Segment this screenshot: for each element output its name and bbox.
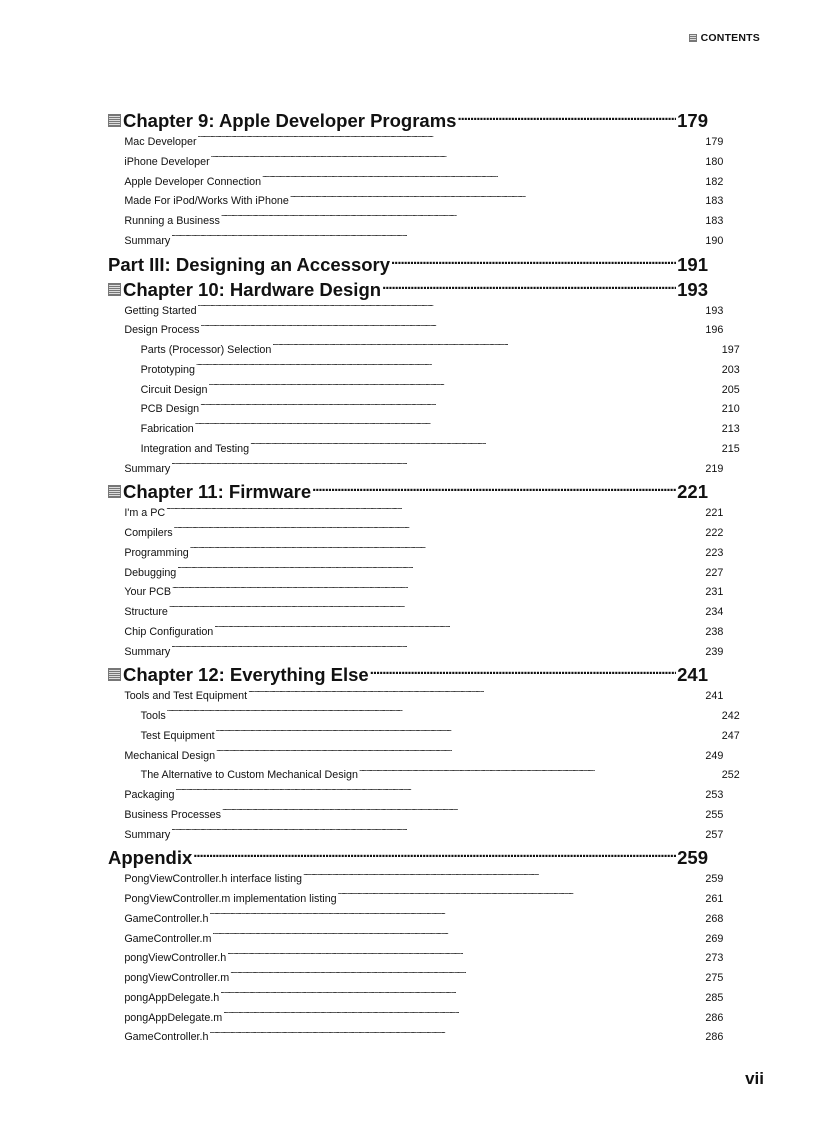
running-head-label: CONTENTS bbox=[700, 32, 760, 44]
toc-entry-page: 239 bbox=[705, 645, 724, 658]
dot-leader bbox=[193, 846, 676, 865]
dot-leader bbox=[167, 708, 721, 719]
toc-entry-page: 238 bbox=[705, 625, 724, 638]
table-of-contents bbox=[108, 108, 740, 1048]
dot-leader bbox=[391, 252, 676, 271]
toc-entry-title: Tools bbox=[140, 710, 166, 722]
toc-entry-sec[interactable] bbox=[108, 583, 723, 603]
toc-entry-page: 285 bbox=[705, 991, 724, 1004]
toc-entry-title: Getting Started bbox=[124, 304, 197, 317]
toc-entry-page: 268 bbox=[705, 912, 724, 925]
toc-entry-sec[interactable] bbox=[108, 989, 723, 1009]
toc-entry-title: Running a Business bbox=[124, 215, 220, 227]
toc-entry-page: 227 bbox=[705, 566, 724, 579]
section-square-icon bbox=[689, 34, 697, 42]
toc-entry-sec[interactable] bbox=[108, 643, 723, 663]
toc-entry-page: 273 bbox=[705, 952, 724, 965]
dot-leader bbox=[209, 911, 704, 922]
toc-entry-title: Structure bbox=[124, 606, 168, 618]
toc-entry-title: Chapter 12: Everything Else bbox=[123, 664, 369, 686]
dot-leader bbox=[190, 545, 705, 556]
chapter-square-icon bbox=[108, 114, 121, 127]
toc-entry-title: Design Process bbox=[124, 324, 200, 337]
toc-entry-sub[interactable] bbox=[108, 727, 740, 747]
toc-entry-title: Part III: Designing an Accessory bbox=[108, 253, 391, 275]
toc-entry-title: pongAppDelegate.m bbox=[124, 1011, 223, 1024]
toc-entry-sec[interactable] bbox=[108, 321, 723, 341]
dot-leader bbox=[250, 441, 721, 452]
toc-entry-page: 183 bbox=[705, 215, 724, 227]
dot-leader bbox=[221, 213, 705, 224]
toc-entry-page: 242 bbox=[721, 710, 740, 722]
toc-entry-sec[interactable] bbox=[108, 826, 723, 846]
toc-entry-page: 210 bbox=[721, 403, 740, 416]
toc-entry-page: 180 bbox=[705, 155, 724, 168]
toc-entry-page: 261 bbox=[705, 893, 724, 905]
toc-entry-title: PongViewController.m implementation listing bbox=[124, 893, 337, 905]
dot-leader bbox=[195, 421, 721, 432]
toc-entry-chapter[interactable] bbox=[108, 277, 708, 302]
toc-entry-page: 183 bbox=[705, 195, 724, 208]
toc-entry-sub[interactable] bbox=[108, 361, 740, 381]
toc-entry-title: Parts (Processor) Selection bbox=[140, 344, 272, 356]
toc-entry-sub[interactable] bbox=[108, 381, 740, 401]
toc-entry-page: 259 bbox=[677, 847, 708, 869]
toc-entry-title: PCB Design bbox=[140, 403, 200, 416]
dot-leader bbox=[223, 1009, 704, 1020]
chapter-square-icon bbox=[108, 668, 121, 681]
toc-entry-title: Summary bbox=[124, 645, 171, 658]
dot-leader bbox=[171, 643, 704, 654]
dot-leader bbox=[227, 950, 704, 961]
dot-leader bbox=[201, 322, 705, 333]
toc-entry-page: 219 bbox=[705, 462, 724, 475]
toc-entry-sec[interactable] bbox=[108, 930, 723, 950]
dot-leader bbox=[222, 807, 704, 818]
toc-entry-page: 253 bbox=[705, 789, 724, 801]
toc-entry-title: Chapter 11: Firmware bbox=[123, 481, 312, 503]
toc-entry-part[interactable] bbox=[108, 252, 708, 277]
toc-entry-title: Appendix bbox=[108, 847, 193, 869]
toc-entry-title: Prototyping bbox=[140, 363, 195, 376]
dot-leader bbox=[171, 233, 704, 244]
dot-leader bbox=[177, 564, 704, 575]
dot-leader bbox=[172, 584, 704, 595]
toc-entry-sec[interactable] bbox=[108, 786, 723, 806]
toc-entry-sub[interactable] bbox=[108, 400, 740, 420]
toc-entry-page: 247 bbox=[721, 729, 740, 742]
toc-entry-page: 203 bbox=[721, 363, 740, 376]
toc-entry-sub[interactable] bbox=[108, 766, 740, 786]
toc-entry-page: 255 bbox=[705, 808, 724, 821]
dot-leader bbox=[200, 401, 721, 412]
dot-leader bbox=[212, 930, 704, 941]
chapter-square-icon bbox=[108, 283, 121, 296]
toc-entry-sec[interactable] bbox=[108, 564, 723, 584]
toc-entry-page: 197 bbox=[721, 344, 740, 356]
toc-entry-sec[interactable] bbox=[108, 949, 723, 969]
toc-entry-page: 182 bbox=[705, 175, 724, 188]
dot-leader bbox=[169, 604, 705, 615]
toc-entry-sec[interactable] bbox=[108, 173, 723, 193]
toc-entry-sec[interactable] bbox=[108, 1009, 723, 1029]
toc-entry-sec[interactable] bbox=[108, 192, 723, 212]
toc-entry-sec[interactable] bbox=[108, 890, 723, 910]
toc-entry-page: 259 bbox=[705, 873, 724, 886]
toc-entry-title: Test Equipment bbox=[140, 729, 215, 742]
toc-entry-page: 190 bbox=[705, 234, 724, 247]
toc-entry-sec[interactable] bbox=[108, 504, 723, 524]
toc-entry-sec[interactable] bbox=[108, 870, 723, 890]
toc-entry-sec[interactable] bbox=[108, 212, 723, 232]
dot-leader bbox=[382, 277, 676, 296]
toc-entry-title: The Alternative to Custom Mechanical Design bbox=[140, 769, 358, 782]
dot-leader bbox=[457, 109, 676, 128]
toc-entry-page: 286 bbox=[705, 1031, 724, 1044]
dot-leader bbox=[216, 728, 721, 739]
toc-entry-sec[interactable] bbox=[108, 302, 723, 322]
toc-entry-title: Mechanical Design bbox=[124, 749, 216, 762]
toc-entry-title: GameController.m bbox=[124, 932, 212, 945]
toc-entry-title: Circuit Design bbox=[140, 383, 208, 396]
toc-entry-title: Chapter 10: Hardware Design bbox=[123, 278, 382, 300]
toc-entry-title: iPhone Developer bbox=[124, 155, 210, 168]
toc-entry-title: Tools and Test Equipment bbox=[124, 690, 248, 703]
dot-leader bbox=[370, 663, 676, 682]
toc-entry-sec[interactable] bbox=[108, 603, 723, 623]
toc-entry-page: 179 bbox=[705, 136, 724, 148]
toc-entry-page: 221 bbox=[677, 481, 708, 503]
toc-entry-sec[interactable] bbox=[108, 1028, 723, 1048]
toc-entry-title: Chip Configuration bbox=[124, 625, 214, 638]
toc-entry-sub[interactable] bbox=[108, 420, 740, 440]
chapter-square-icon bbox=[108, 485, 121, 498]
toc-entry-sec[interactable] bbox=[108, 623, 723, 643]
toc-entry-page: 249 bbox=[705, 749, 724, 762]
toc-entry-part[interactable] bbox=[108, 845, 708, 870]
toc-entry-title: Summary bbox=[124, 828, 171, 841]
toc-entry-sec[interactable] bbox=[108, 153, 723, 173]
toc-entry-sec[interactable] bbox=[108, 232, 723, 252]
toc-entry-sub[interactable] bbox=[108, 341, 740, 361]
toc-entry-page: 252 bbox=[721, 769, 740, 782]
toc-entry-title: Debugging bbox=[124, 566, 177, 579]
toc-entry-sec[interactable] bbox=[108, 969, 723, 989]
dot-leader bbox=[166, 505, 704, 516]
dot-leader bbox=[209, 1029, 704, 1040]
dot-leader bbox=[198, 302, 705, 313]
toc-entry-page: 231 bbox=[705, 586, 724, 599]
toc-entry-chapter[interactable] bbox=[108, 108, 708, 133]
toc-entry-title: Compilers bbox=[124, 527, 173, 539]
toc-entry-page: 193 bbox=[677, 278, 708, 300]
toc-entry-page: 241 bbox=[677, 664, 708, 686]
toc-entry-title: pongAppDelegate.h bbox=[124, 991, 220, 1004]
dot-leader bbox=[216, 747, 704, 758]
toc-entry-title: Mac Developer bbox=[124, 136, 197, 148]
dot-leader bbox=[312, 480, 676, 499]
toc-entry-page: 193 bbox=[705, 304, 724, 317]
toc-entry-page: 234 bbox=[705, 606, 724, 618]
toc-entry-page: 221 bbox=[705, 507, 724, 520]
toc-entry-sec[interactable] bbox=[108, 747, 723, 767]
toc-entry-sec[interactable] bbox=[108, 460, 723, 480]
toc-entry-title: Chapter 9: Apple Developer Programs bbox=[123, 110, 457, 131]
dot-leader bbox=[174, 525, 705, 536]
toc-entry-title: GameController.h bbox=[124, 912, 209, 925]
dot-leader bbox=[272, 342, 720, 353]
toc-entry-title: Fabrication bbox=[140, 423, 194, 435]
dot-leader bbox=[359, 767, 721, 778]
toc-entry-title: pongViewController.m bbox=[124, 972, 230, 984]
toc-entry-page: 241 bbox=[705, 690, 724, 703]
toc-entry-page: 205 bbox=[721, 383, 740, 396]
dot-leader bbox=[220, 990, 704, 1001]
dot-leader bbox=[262, 173, 704, 184]
toc-entry-sec[interactable] bbox=[108, 687, 723, 707]
toc-entry-chapter[interactable] bbox=[108, 479, 708, 504]
toc-entry-page: 215 bbox=[721, 442, 740, 455]
dot-leader bbox=[208, 381, 720, 392]
running-head bbox=[689, 32, 760, 44]
toc-entry-sec[interactable] bbox=[108, 544, 723, 564]
toc-entry-page: 191 bbox=[677, 253, 708, 275]
toc-entry-page: 275 bbox=[705, 972, 724, 984]
dot-leader bbox=[171, 826, 704, 837]
toc-entry-sec[interactable] bbox=[108, 910, 723, 930]
toc-entry-title: Summary bbox=[124, 462, 171, 475]
toc-entry-title: Summary bbox=[124, 234, 171, 247]
toc-entry-title: Your PCB bbox=[124, 586, 172, 599]
toc-entry-title: Apple Developer Connection bbox=[124, 175, 262, 188]
dot-leader bbox=[198, 134, 705, 145]
toc-entry-page: 179 bbox=[677, 110, 708, 131]
dot-leader bbox=[214, 624, 704, 635]
toc-entry-page: 286 bbox=[705, 1011, 724, 1024]
toc-entry-page: 196 bbox=[705, 324, 724, 337]
toc-entry-title: GameController.h bbox=[124, 1031, 209, 1044]
toc-entry-title: PongViewController.h interface listing bbox=[124, 873, 303, 886]
dot-leader bbox=[175, 787, 704, 798]
dot-leader bbox=[230, 970, 704, 981]
dot-leader bbox=[196, 362, 721, 373]
dot-leader bbox=[290, 193, 705, 204]
toc-entry-title: Packaging bbox=[124, 789, 175, 801]
dot-leader bbox=[211, 154, 705, 165]
toc-entry-page: 269 bbox=[705, 932, 724, 945]
toc-entry-page: 223 bbox=[705, 546, 724, 559]
toc-entry-chapter[interactable] bbox=[108, 662, 708, 687]
toc-entry-title: pongViewController.h bbox=[124, 952, 227, 965]
dot-leader bbox=[303, 871, 704, 882]
toc-entry-title: I'm a PC bbox=[124, 507, 166, 520]
toc-entry-sec[interactable] bbox=[108, 133, 723, 153]
dot-leader bbox=[338, 891, 705, 902]
toc-entry-title: Business Processes bbox=[124, 808, 222, 821]
toc-entry-page: 213 bbox=[721, 423, 740, 435]
toc-entry-title: Programming bbox=[124, 546, 189, 559]
toc-entry-page: 222 bbox=[705, 527, 724, 539]
toc-entry-title: Made For iPod/Works With iPhone bbox=[124, 195, 289, 208]
dot-leader bbox=[171, 460, 704, 471]
toc-entry-sub[interactable] bbox=[108, 707, 740, 727]
toc-entry-sec[interactable] bbox=[108, 806, 723, 826]
page-number: vii bbox=[745, 1069, 764, 1088]
dot-leader bbox=[248, 688, 704, 699]
toc-entry-page: 257 bbox=[705, 828, 724, 841]
toc-entry-title: Integration and Testing bbox=[140, 442, 250, 455]
toc-entry-sec[interactable] bbox=[108, 524, 723, 544]
toc-entry-sub[interactable] bbox=[108, 440, 740, 460]
